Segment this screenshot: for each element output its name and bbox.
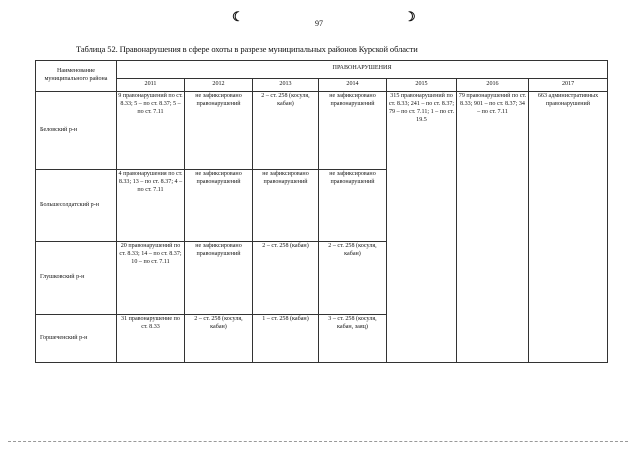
data-cell: 4 правонарушения по ст. 8.33; 13 – по ст. 8.37; 4 – по ст. 7.11 [117,170,185,242]
data-cell: 1 – ст. 258 (кабан) [253,315,319,363]
district-cell: Беловский р-н [36,92,117,170]
district-name-header: Наименование муниципального района [36,61,117,92]
page-number: 97 [315,19,323,28]
data-cell: не зафиксировано правонарушений [185,242,253,315]
merged-cell-2017: 663 административных правонарушений [529,92,608,363]
data-cell: не зафиксировано правонарушений [185,92,253,170]
table-row [36,92,608,170]
merged-cell-2015: 315 правонарушений по ст. 8.33; 241 – по ст. 8.37; 79 – по ст. 7.11; 1 – по ст. 19.5 [387,92,457,363]
data-cell: 20 правонарушений по ст. 8.33; 14 – по ст. 8.37; 10 – по ст. 7.11 [117,242,185,315]
year-header: 2011 [117,78,185,91]
data-cell: 2 – ст. 258 (кабан) [253,242,319,315]
year-header: 2012 [185,78,253,91]
data-cell: 2 – ст. 258 (косуля, кабан) [319,242,387,315]
merged-cell-2016: 79 правонарушений по ст. 8.33; 901 – по ст. 8.37; 34 – по ст. 7.11 [457,92,529,363]
district-cell: Глушковский р-н [36,242,117,315]
crescent-mark-right-icon: ☽ [404,9,416,24]
year-header: 2015 [387,78,457,91]
data-cell: не зафиксировано правонарушений [319,92,387,170]
year-header: 2017 [529,78,608,91]
data-cell: не зафиксировано правонарушений [319,170,387,242]
data-cell: 2 – ст. 258 (косуля, кабан) [253,92,319,170]
page-bottom-divider [8,441,628,442]
crescent-mark-left-icon: ☾ [232,9,244,24]
data-cell: 9 правонарушений по ст. 8.33; 5 – по ст. 8.37; 5 – по ст. 7.11 [117,92,185,170]
data-cell: 31 правонарушение по ст. 8.33 [117,315,185,363]
district-cell: Горшеченский р-н [36,315,117,363]
data-cell: 3 – ст. 258 (косуля, кабан, заяц) [319,315,387,363]
year-header: 2016 [457,78,529,91]
district-cell: Большесолдатский р-н [36,170,117,242]
year-header: 2014 [319,78,387,91]
data-cell: не зафиксировано правонарушений [253,170,319,242]
offenses-group-header: ПРАВОНАРУШЕНИЯ [117,61,608,79]
year-header: 2013 [253,78,319,91]
table-caption: Таблица 52. Правонарушения в сфере охоты в разрезе муниципальных районов Курской области [76,44,418,54]
offenses-table [35,60,608,363]
data-cell: 2 – ст. 258 (косуля, кабан) [185,315,253,363]
data-cell: не зафиксировано правонарушений [185,170,253,242]
